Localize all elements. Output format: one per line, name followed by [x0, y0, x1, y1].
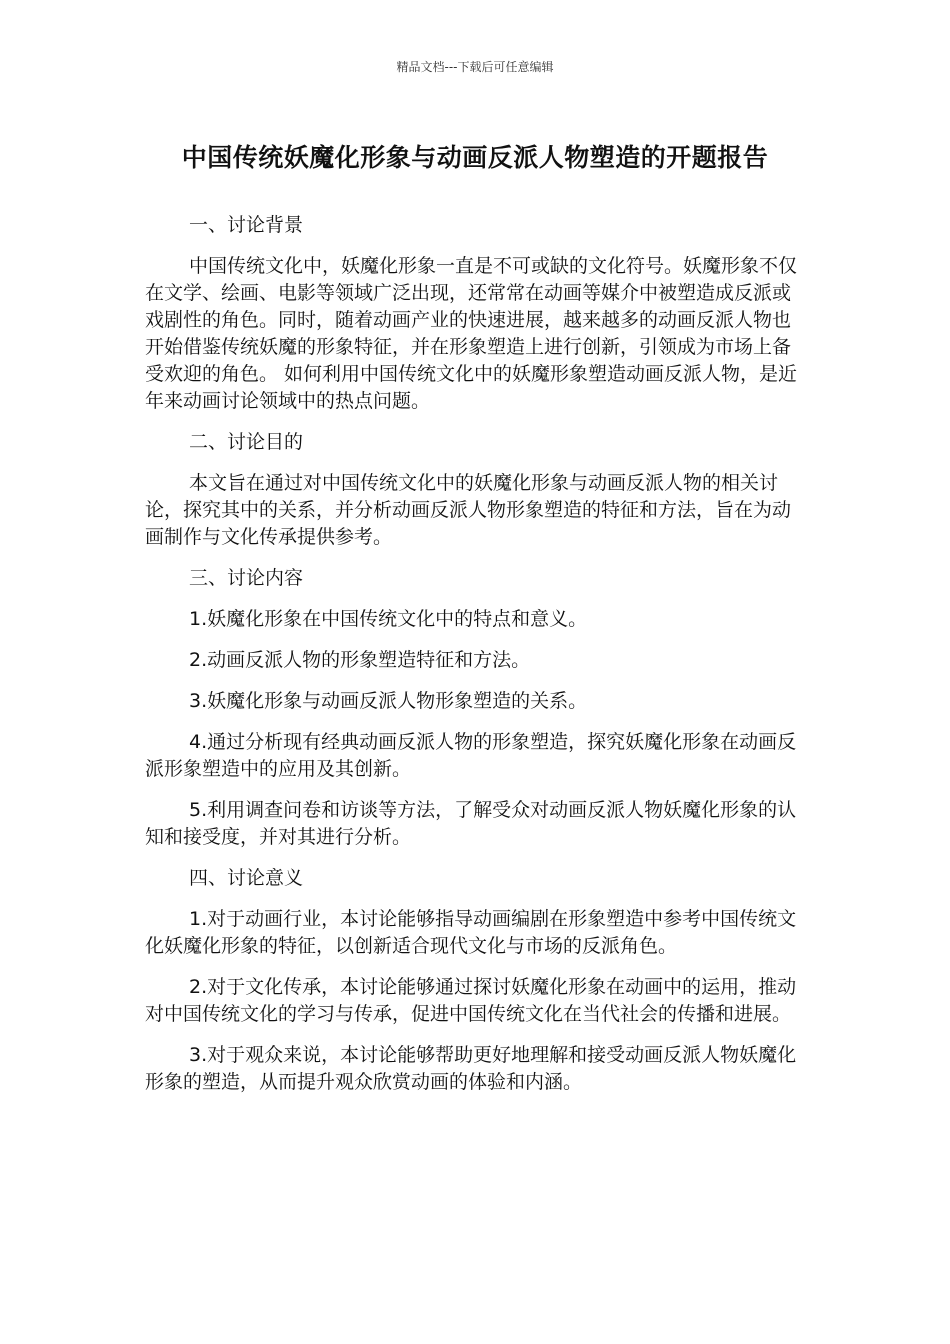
section-heading-background: 一、讨论背景 [189, 214, 304, 236]
significance-item-1: 1.对于动画行业，本讨论能够指导动画编剧在形象塑造中参考中国传统文化妖魔化形象的特征，以创新适合现代文化与市场的反派角色。 [145, 908, 797, 957]
content-item-4: 4.通过分析现有经典动画反派人物的形象塑造，探究妖魔化形象在动画反派形象塑造中的应用及其创新。 [145, 731, 797, 780]
section-heading-purpose: 二、讨论目的 [189, 431, 304, 453]
significance-item-2: 2.对于文化传承，本讨论能够通过探讨妖魔化形象在动画中的运用，推动对中国传统文化的学习与传承，促进中国传统文化在当代社会的传播和进展。 [145, 976, 797, 1025]
document-body [145, 212, 805, 1110]
page-header: 精品文档---下载后可任意编辑 [396, 60, 554, 74]
content-item-5: 5.利用调查问卷和访谈等方法，了解受众对动画反派人物妖魔化形象的认知和接受度，并对其进行分析。 [145, 799, 797, 848]
content-item-2: 2.动画反派人物的形象塑造特征和方法。 [189, 649, 531, 671]
paragraph-background: 中国传统文化中，妖魔化形象一直是不可或缺的文化符号。妖魔形象不仅在文学、绘画、电影等领域广泛出现，还常常在动画等媒介中被塑造成反派或戏剧性的角色。同时，随着动画产业的快速进展，越来越多的动画反派人物也开始借鉴传统妖魔的形象特征，并在形象塑造上进行创新，引领成为市场上备受欢迎的角色。 如何利用中国传统文化中的妖魔形象塑造动画反派人物，是近年来动画讨论领域中的热点问题。 [145, 255, 798, 412]
significance-item-3: 3.对于观众来说，本讨论能够帮助更好地理解和接受动画反派人物妖魔化形象的塑造，从而提升观众欣赏动画的体验和内涵。 [145, 1044, 797, 1093]
section-heading-significance: 四、讨论意义 [189, 867, 304, 889]
paragraph-purpose: 本文旨在通过对中国传统文化中的妖魔化形象与动画反派人物的相关讨论，探究其中的关系，并分析动画反派人物形象塑造的特征和方法，旨在为动画制作与文化传承提供参考。 [145, 472, 792, 548]
content-item-1: 1.妖魔化形象在中国传统文化中的特点和意义。 [189, 608, 588, 630]
content-item-3: 3.妖魔化形象与动画反派人物形象塑造的关系。 [189, 690, 588, 712]
section-heading-content: 三、讨论内容 [189, 567, 304, 589]
document-title: 中国传统妖魔化形象与动画反派人物塑造的开题报告 [181, 143, 769, 172]
